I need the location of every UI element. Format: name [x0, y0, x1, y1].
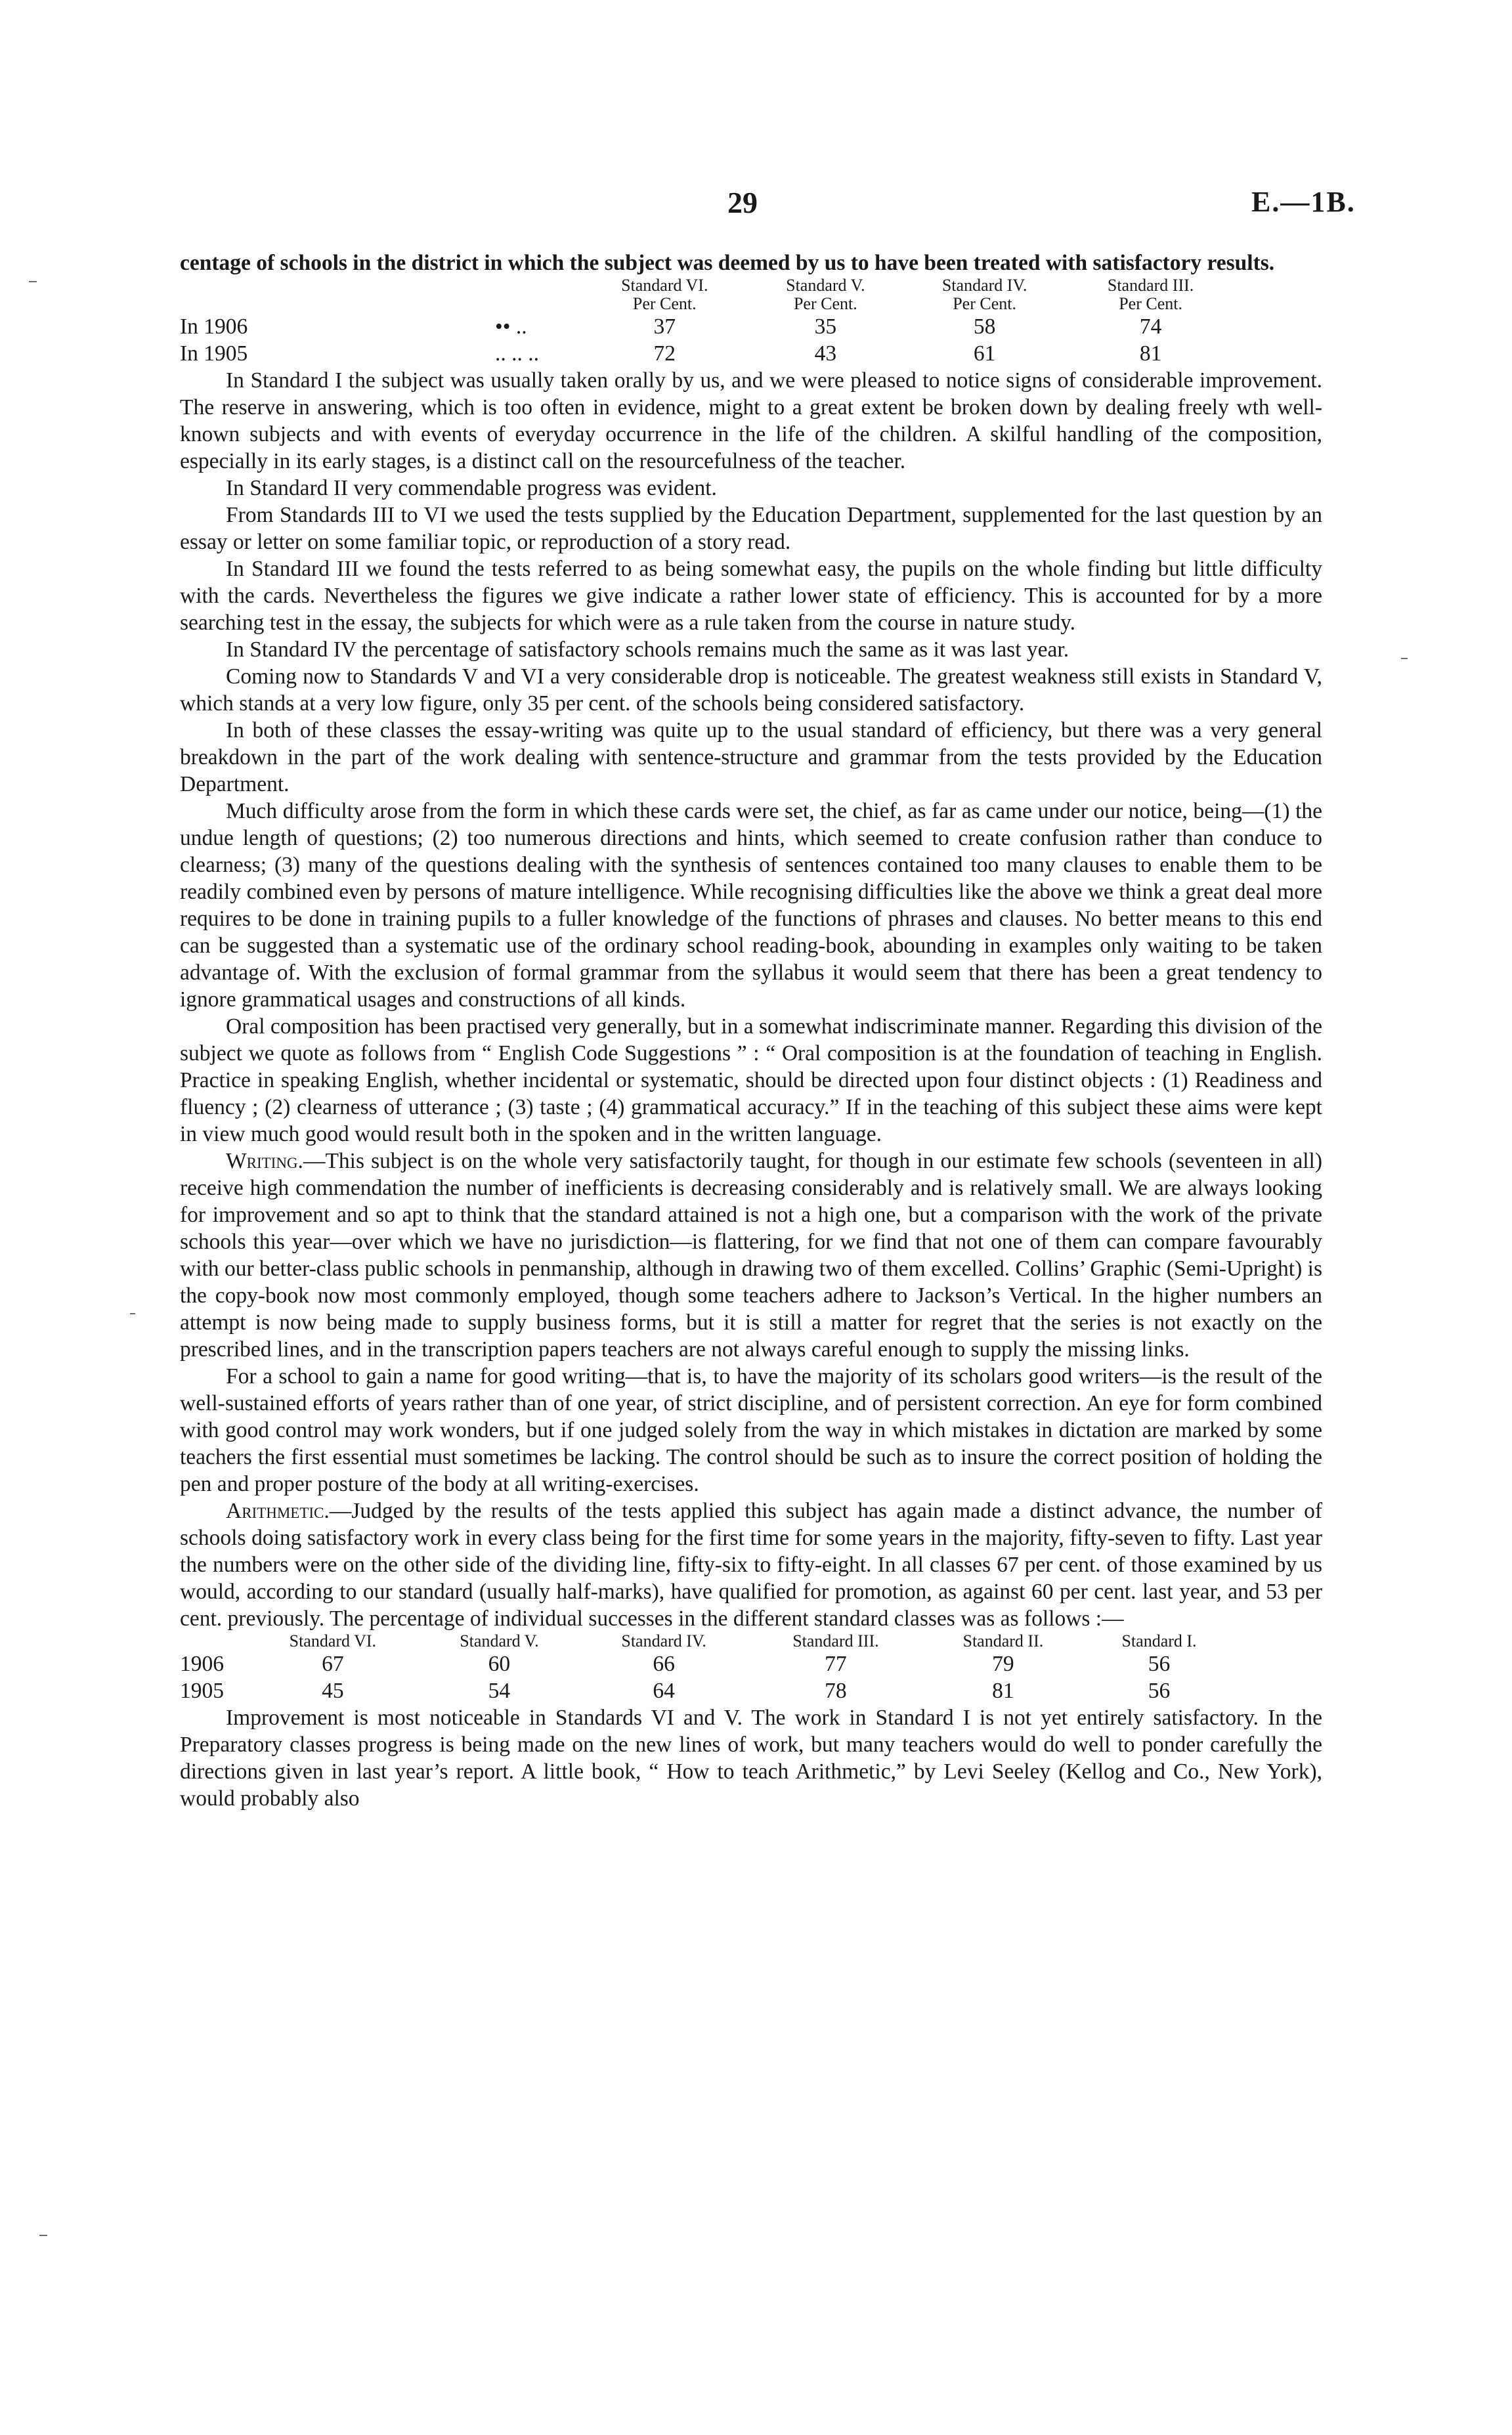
table-row	[180, 340, 1234, 367]
arithmetic-paragraph: Arithmetic.—Judged by the results of the tests applied this subject has again made a distinct advance, the number of schools doing satisfactory work in every class being for the first time for some years in the majority, fifty-seven to fifty. Last year the numbers were on the other side of the dividing line, fifty-six to fifty-eight. In all classes 67 per cent. of those examined by us would, according to our standard (usually half-marks), have qualified for promotion, as against 60 per cent. last year, and 53 per cent. previously. The percentage of individual successes in the different standard classes was as follows :—	[180, 1499, 1322, 1631]
margin-mark	[130, 1313, 135, 1314]
writing-paragraph: Writing.—This subject is on the whole very satisfactorily taught, for though in our estimate few schools (seventeen in all) receive high commendation the number of inefficients is decreasing considerably and is relatively small. We are always looking for improvement and so apt to think that the standard attained is not a high one, but a comparison with the work of the private schools this year—over which we have no jurisdiction—is flattering, for we find that not one of them can compare favourably with our better-class public schools in penmanship, although in drawing two of them excelled. Collins’ Graphic (Semi-Upright) is the copy-book now most commonly employed, though some teachers adhere to Jackson’s Vertical. In the higher numbers an attempt is now being made to supply business forms, but it is still a matter for regret that the series is not exactly on the prescribed lines, and in the transcription papers teachers are not always careful enough to supply the missing links.	[180, 1149, 1322, 1362]
table-cell: 43	[814, 341, 837, 366]
row-label: 1905	[180, 1679, 224, 1703]
col-header: Standard VI.	[289, 1631, 377, 1650]
table-cell: 60	[488, 1652, 511, 1676]
margin-mark	[39, 2235, 47, 2236]
table-cell: 78	[825, 1679, 847, 1703]
table-cell: 72	[653, 341, 676, 366]
paragraph: In both of these classes the essay-writing was quite up to the usual standard of efficiency, but there was a very general breakdown in the part of the work dealing with sentence-structure and grammar from the tests provided by the Education Department.	[180, 718, 1322, 796]
table-row	[180, 313, 1234, 340]
table-cell: 35	[814, 314, 837, 339]
col-header: Standard IV. Per Cent.	[941, 276, 1027, 313]
paragraph: For a school to gain a name for good writing—that is, to have the majority of its scholars good writers—is the result of the well-sustained efforts of years rather than of one year, of strict discipline, and of persistent correction. An eye for form combined with good control may work wonders, but if one judged solely from the way in which mistakes in dictation are marked by some teachers the first essential must sometimes be lacking. The control should be such as to insure the correct position of holding the pen and proper posture of the body at all writing-exercises.	[180, 1364, 1322, 1496]
paragraph: From Standards III to VI we used the tests supplied by the Education Department, supplemented for the last question by an essay or letter on some familiar topic, or reproduction of a story read.	[180, 503, 1322, 554]
leader-dots: .. .. ..	[495, 341, 539, 366]
body-text	[180, 249, 1322, 1812]
margin-mark	[1401, 658, 1408, 659]
standards-table-1	[180, 276, 1234, 367]
table-cell: 54	[488, 1679, 511, 1703]
col-header: Standard II.	[962, 1631, 1044, 1650]
col-header: Standard III. Per Cent.	[1107, 276, 1194, 313]
table-cell: 37	[653, 314, 676, 339]
table-cell: 56	[1148, 1652, 1171, 1676]
intro-paragraph: centage of schools in the district in which the subject was deemed by us to have been treated with satisfactory results.	[180, 251, 1275, 275]
section-heading-arithmetic: Arithmetic.	[226, 1499, 330, 1523]
paragraph: In Standard I the subject was usually taken orally by us, and we were pleased to notice signs of considerable improvement. The reserve in answering, which is too often in evidence, might to a great extent be broken down by dealing freely wth well-known subjects and with events of everyday occurrence in the life of the children. A skilful handling of the composition, especially in its early stages, is a distinct call on the resourcefulness of the teacher.	[180, 368, 1322, 473]
col-header: Standard V.	[460, 1631, 539, 1650]
paragraph: In Standard II very commendable progress was evident.	[226, 476, 717, 500]
table-cell: 74	[1139, 314, 1162, 339]
col-header: Standard III.	[792, 1631, 879, 1650]
col-header: Standard I.	[1121, 1631, 1197, 1650]
table-cell: 81	[992, 1679, 1014, 1703]
table-cell: 61	[973, 341, 996, 366]
table-cell: 66	[653, 1652, 675, 1676]
table-cell: 58	[973, 314, 996, 339]
leader-dots: •• ..	[495, 314, 527, 339]
row-label: In 1906	[180, 314, 248, 339]
paragraph: In Standard IV the percentage of satisfactory schools remains much the same as it was last year.	[226, 637, 1069, 662]
table-cell: 64	[653, 1679, 675, 1703]
section-heading-writing: Writing.	[226, 1149, 303, 1173]
col-header: Standard IV.	[621, 1631, 706, 1650]
paragraph: Coming now to Standards V and VI a very considerable drop is noticeable. The greatest weakness still exists in Standard V, which stands at a very low figure, only 35 per cent. of the schools being considered satisfactory.	[180, 664, 1322, 716]
table-cell: 77	[825, 1652, 847, 1676]
col-header: Standard V. Per Cent.	[786, 276, 865, 313]
closing-paragraph: Improvement is most noticeable in Standards VI and V. The work in Standard I is not yet entirely satisfactory. In the Preparatory classes progress is being made on the new lines of work, but many teachers would do well to ponder carefully the directions given in last year’s report. A little book, “ How to teach Arithmetic,” by Levi Seeley (Kellog and Co., New York), would probably also	[180, 1706, 1322, 1811]
table-cell: 67	[322, 1652, 344, 1676]
table-cell: 81	[1139, 341, 1162, 366]
row-label: 1906	[180, 1652, 224, 1676]
table-row	[180, 1650, 1234, 1677]
paragraph: Much difficulty arose from the form in which these cards were set, the chief, as far as came under our notice, being—(1) the undue length of questions; (2) too numerous directions and hints, which seemed to create confusion rather than conduce to clearness; (3) many of the questions dealing with the synthesis of sentences contained too many clauses to enable them to be readily combined even by persons of mature intelligence. While recognising difficulties like the above we think a great deal more requires to be done in training pupils to a fuller knowledge of the functions of phrases and clauses. No better means to this end can be suggested than a systematic use of the ordinary school reading-book, abounding in examples only waiting to be taken advantage of. With the exclusion of formal grammar from the syllabus it would seem that there has been a great tendency to ignore grammatical usages and constructions of all kinds.	[180, 799, 1322, 1012]
paragraph: In Standard III we found the tests referred to as being somewhat easy, the pupils on the whole finding but little difficulty with the cards. Nevertheless the figures we give indicate a rather lower state of efficiency. This is accounted for by a more searching test in the essay, the subjects for which were as a rule taken from the course in nature study.	[180, 557, 1322, 635]
margin-mark	[29, 281, 37, 282]
paragraph: Oral composition has been practised very generally, but in a somewhat indiscriminate manner. Regarding this division of the subject we quote as follows from “ English Code Suggestions ” : “ Oral composition is at the foundation of teaching in English. Practice in speaking English, whether incidental or systematic, should be directed upon four distinct objects : (1) Readiness and fluency ; (2) clearness of utterance ; (3) taste ; (4) grammatical accuracy.” If in the teaching of this subject these aims were kept in view much good would result both in the spoken and in the written language.	[180, 1014, 1322, 1146]
document-reference: E.—1B.	[1251, 186, 1356, 218]
table-cell: 45	[322, 1679, 344, 1703]
row-label: In 1905	[180, 341, 248, 366]
standards-table-2	[180, 1632, 1234, 1704]
table-cell: 79	[992, 1652, 1014, 1676]
col-header: Standard VI. Per Cent.	[621, 276, 708, 313]
table-cell: 56	[1148, 1679, 1171, 1703]
table-row	[180, 1677, 1234, 1704]
page-number: 29	[727, 186, 758, 219]
